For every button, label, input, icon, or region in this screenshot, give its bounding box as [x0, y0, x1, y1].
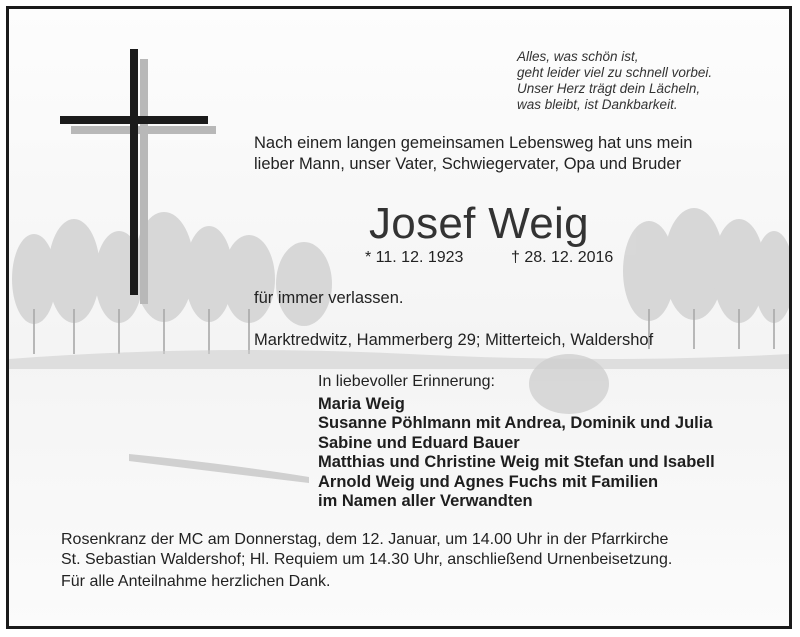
mourner-entry: im Namen aller Verwandten — [318, 492, 533, 511]
poem-line: was bleibt, ist Dankbarkeit. — [517, 97, 678, 112]
mourner-entry: Matthias und Christine Weig mit Stefan und Isabell — [318, 453, 715, 472]
memorial-poem — [517, 49, 782, 113]
intro-line: lieber Mann, unser Vater, Schwiegervater, Opa und Bruder — [254, 155, 682, 173]
places-line: Marktredwitz, Hammerberg 29; Mitterteich, Waldershof — [254, 331, 654, 349]
service-line: Rosenkranz der MC am Donnerstag, dem 12. Januar, um 14.00 Uhr in der Pfarrkirche — [61, 531, 669, 548]
announcement-intro — [254, 133, 754, 175]
memory-intro: In liebevoller Erinnerung: — [318, 373, 495, 390]
mourner-entry: Arnold Weig und Agnes Fuchs mit Familien — [318, 472, 659, 491]
poem-line: geht leider viel zu schnell vorbei. — [517, 65, 713, 80]
poem-line: Unser Herz trägt dein Lächeln, — [517, 81, 701, 96]
death-date: † 28. 12. 2016 — [511, 249, 614, 266]
service-line: St. Sebastian Waldershof; Hl. Requiem um 14.30 Uhr, anschließend Urnenbeisetzung. — [61, 551, 673, 568]
poem-line: Alles, was schön ist, — [517, 49, 639, 64]
mourners-list — [318, 395, 715, 511]
mourner-entry: Maria Weig — [318, 395, 405, 413]
mourner-entry: Susanne Pöhlmann mit Andrea, Dominik und Julia — [318, 414, 713, 433]
service-details — [61, 530, 751, 570]
forever-left-text: für immer verlassen. — [254, 289, 404, 307]
mourner-entry: Sabine und Eduard Bauer — [318, 433, 520, 452]
obituary-frame — [6, 6, 792, 629]
birth-date: * 11. 12. 1923 — [365, 249, 464, 266]
latin-cross-icon — [54, 47, 219, 309]
deceased-name: Josef Weig — [369, 199, 589, 248]
thanks-line: Für alle Anteilnahme herzlichen Dank. — [61, 573, 331, 590]
intro-line: Nach einem langen gemeinsamen Lebensweg hat uns mein — [254, 134, 693, 152]
